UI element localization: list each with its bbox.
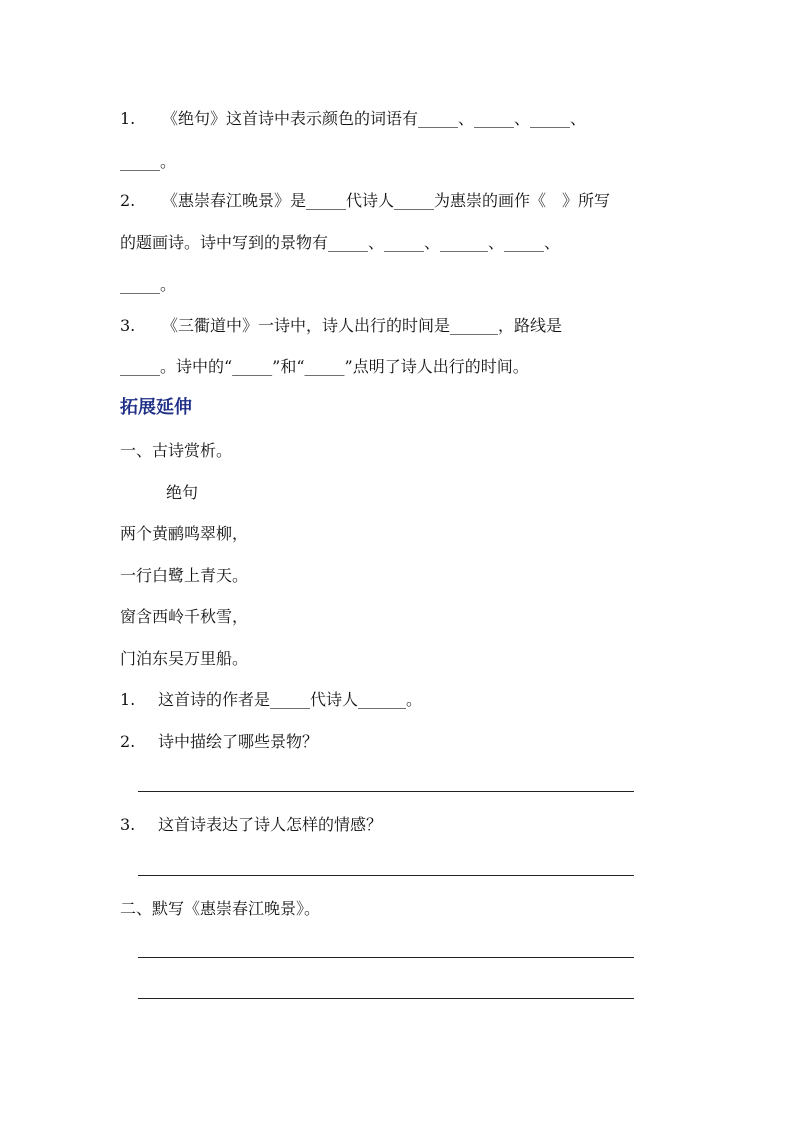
question-number: 1. <box>120 109 136 128</box>
question-number: 1. <box>120 690 136 709</box>
question-number: 3. <box>120 316 136 335</box>
question-2-line-3: _____。 <box>120 275 177 294</box>
question-3-line-1 <box>120 316 562 336</box>
part-2-heading: 二、默写《惠崇春江晚景》。 <box>120 899 321 918</box>
question-text: 《惠崇春江晚景》是_____代诗人_____为惠崇的画作《 》所写 <box>162 191 611 210</box>
question-text: 这首诗表达了诗人怎样的情感？ <box>158 815 383 834</box>
answer-line[interactable] <box>138 875 634 876</box>
poem-line-4: 门泊东吴万里船。 <box>120 649 249 668</box>
poem-question-3 <box>120 815 382 835</box>
question-2-line-1 <box>120 191 610 211</box>
poem-question-2 <box>120 732 318 752</box>
question-3-line-2: _____。诗中的“_____”和“_____”点明了诗人出行的时间。 <box>120 357 529 376</box>
question-text: 《三衢道中》一诗中，诗人出行的时间是______，路线是 <box>162 316 563 335</box>
question-1-line-1 <box>120 109 586 129</box>
question-number: 2. <box>120 732 136 751</box>
question-number: 3. <box>120 815 136 834</box>
question-text: 《绝句》这首诗中表示颜色的词语有_____、_____、_____、 <box>162 109 587 128</box>
answer-line[interactable] <box>138 998 634 999</box>
section-title: 拓展延伸 <box>120 397 192 418</box>
part-1-heading: 一、古诗赏析。 <box>120 441 233 460</box>
poem-line-3: 窗含西岭千秋雪， <box>120 607 249 626</box>
poem-line-1: 两个黄鹂鸣翠柳， <box>120 524 249 543</box>
answer-line[interactable] <box>138 957 634 958</box>
poem-line-2: 一行白鹭上青天。 <box>120 566 249 585</box>
question-2-line-2: 的题画诗。诗中写到的景物有_____、_____、______、_____、 <box>120 233 561 252</box>
question-text: 诗中描绘了哪些景物？ <box>158 732 319 751</box>
poem-question-1 <box>120 690 422 710</box>
question-text: 这首诗的作者是_____代诗人______。 <box>158 690 423 709</box>
question-number: 2. <box>120 191 136 210</box>
poem-title: 绝句 <box>166 483 199 502</box>
question-1-line-2: _____。 <box>120 152 177 171</box>
answer-line[interactable] <box>138 791 634 792</box>
